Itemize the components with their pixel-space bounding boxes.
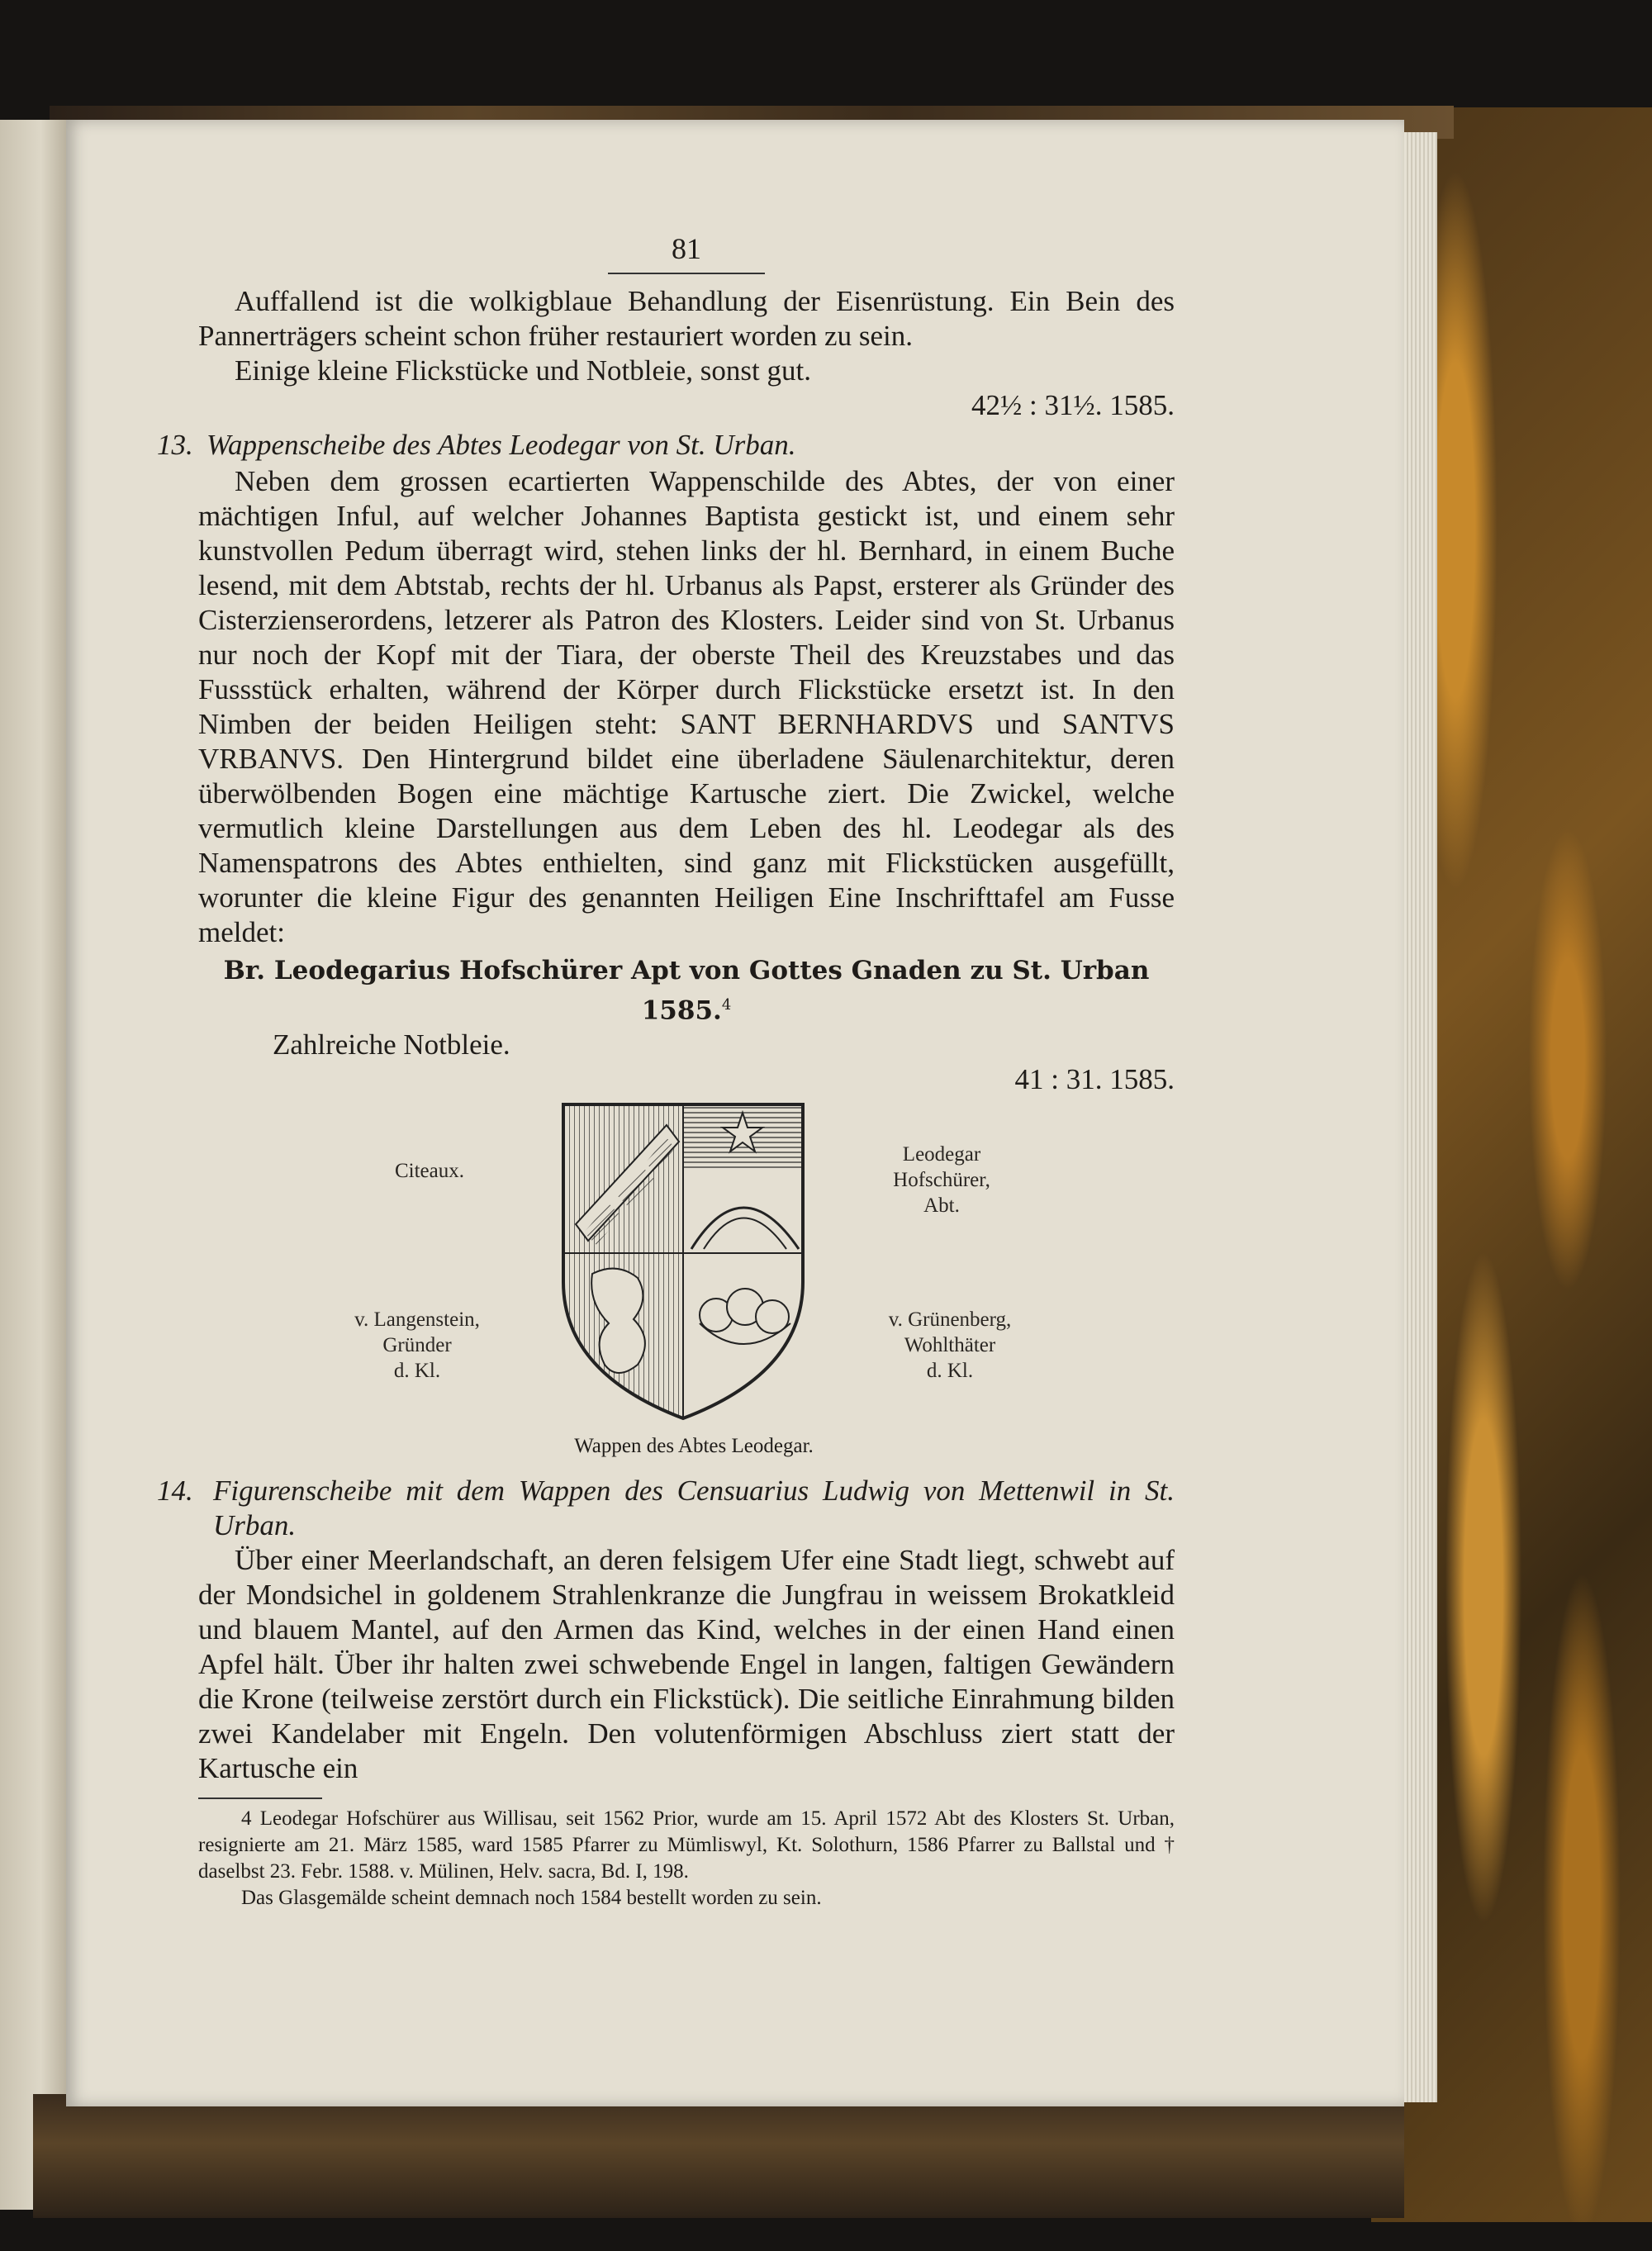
left-page-edge <box>0 120 68 2210</box>
paragraph-1: Auffallend ist die wolkigblaue Behandlung der Eisenrüstung. Ein Bein des Pannerträgers scheint schon früher restauriert worden zu sein. <box>198 285 1175 352</box>
page-content <box>157 231 1175 1911</box>
label-leodegar-line-1: Leodegar <box>902 1143 981 1166</box>
label-langenstein <box>322 1307 512 1384</box>
entry-14-text: Über einer Meerlandschaft, an deren felsigem Ufer eine Stadt liegt, schwebt auf der Mondsichel in goldenem Strahlenkranze die Jungfrau in weissem Brokatkleid und blauem Mantel, auf den Armen das Kind, welches in der einen Hand einen Apfel hält. Über ihr halten zwei schwebende Engel in langen, faltigen Gewändern die Krone (teilweise zerstört durch ein Flickstück). Die seitliche Einrahmung bilden zwei Kandelaber mit Engeln. Den volutenförmigen Abschluss ziert statt der Kartusche ein <box>198 1544 1175 1785</box>
label-gruenenberg-line-3: d. Kl. <box>926 1360 974 1383</box>
label-langenstein-line-2: Gründer <box>382 1334 452 1357</box>
footnote-4: 4 Leodegar Hofschürer aus Willisau, seit 1562 Prior, wurde am 15. April 1572 Abt des Klosters St. Urban, resignierte am 21. März 1585, ward 1585 Pfarrer zu Mümliswyl, Kt. Solothurn, 1586 Pfarrer zu Ballstal und † daselbst 23. Febr. 1588. v. Mülinen, Helv. sacra, Bd. I, 198. <box>198 1807 1175 1883</box>
book-cover-bottom <box>33 2094 1404 2218</box>
page-number-rule <box>608 273 765 274</box>
inscription <box>198 953 1175 1028</box>
inscription-text: Br. Leodegarius Hofschürer Apt von Gottes Gnaden zu St. Urban 1585. <box>223 956 1150 1026</box>
label-citeaux: Citeaux. <box>394 1160 464 1183</box>
label-gruenenberg <box>851 1307 1049 1384</box>
label-gruenenberg-line-2: Wohlthäter <box>904 1334 996 1357</box>
dimensions-1: 42½ : 31½. 1585. <box>971 389 1175 421</box>
footnote-mark: 4 <box>721 996 732 1014</box>
shield-icon <box>559 1100 807 1422</box>
label-leodegar-line-3: Abt. <box>923 1194 960 1218</box>
label-langenstein-line-3: d. Kl. <box>393 1360 441 1383</box>
label-leodegar-line-2: Hofschürer, <box>893 1169 990 1192</box>
entry-14-heading <box>157 1474 1175 1543</box>
page-number: 81 <box>672 232 701 265</box>
entry-14-number: 14. <box>157 1475 193 1508</box>
entry-13-text: Neben dem grossen ecartierten Wappenschilde des Abtes, der von einer mächtigen Inful, auf welcher Johannes Baptista gestickt ist, und einem sehr kunstvollen Pedum überragt wird, stehen links der hl. Bernhard, in einem Buche lesend, mit dem Abtstab, rechts der hl. Urbanus als Papst, ersterer als Gründer des Cisterzienserordens, letzerer als Patron des Klosters. Leider sind von St. Urbanus nur noch der Kopf mit der Tiara, der oberste Theil des Kreuzstabes und das Fussstück erhalten, während der Körper durch Flickstücke ersetzt ist. In den Nimben der beiden Heiligen steht: SANT BERNHARDVS und SANTVS VRBANVS. Den Hintergrund bildet eine überladene Säulenarchitektur, deren überwölbenden Bogen eine mächtige Kartusche ziert. Die Zwickel, welche vermutlich kleine Darstellungen aus dem Leben des hl. Leodegar als des Namenspatrons des Abtes enthielten, sind ganz mit Flickstücken ausgefüllt, worunter die kleine Figur des genannten Heiligen Eine Inschrifttafel am Fusse meldet: <box>198 465 1175 948</box>
label-gruenenberg-line-1: v. Grünenberg, <box>888 1308 1012 1332</box>
coat-of-arms-figure <box>198 1100 1175 1456</box>
entry-14-title: Figurenscheibe mit dem Wappen des Censuarius Ludwig von Mettenwil in St. Urban. <box>213 1475 1175 1542</box>
footnote-4-continued: Das Glasgemälde scheint demnach noch 1584 bestellt worden zu sein. <box>241 1887 822 1910</box>
entry-13-heading <box>157 428 1175 463</box>
paragraph-2: Einige kleine Flickstücke und Notbleie, sonst gut. <box>235 354 811 387</box>
label-langenstein-line-1: v. Langenstein, <box>354 1308 480 1332</box>
footnote-rule <box>198 1797 322 1799</box>
figure-caption: Wappen des Abtes Leodegar. <box>574 1435 814 1458</box>
dimensions-2: 41 : 31. 1585. <box>1014 1063 1175 1096</box>
label-leodegar <box>851 1142 1032 1218</box>
entry-13-title: Wappenscheibe des Abtes Leodegar von St. Urban. <box>206 429 796 461</box>
entry-13-number: 13. <box>157 429 193 461</box>
entry-13-after: Zahlreiche Notbleie. <box>273 1028 510 1061</box>
